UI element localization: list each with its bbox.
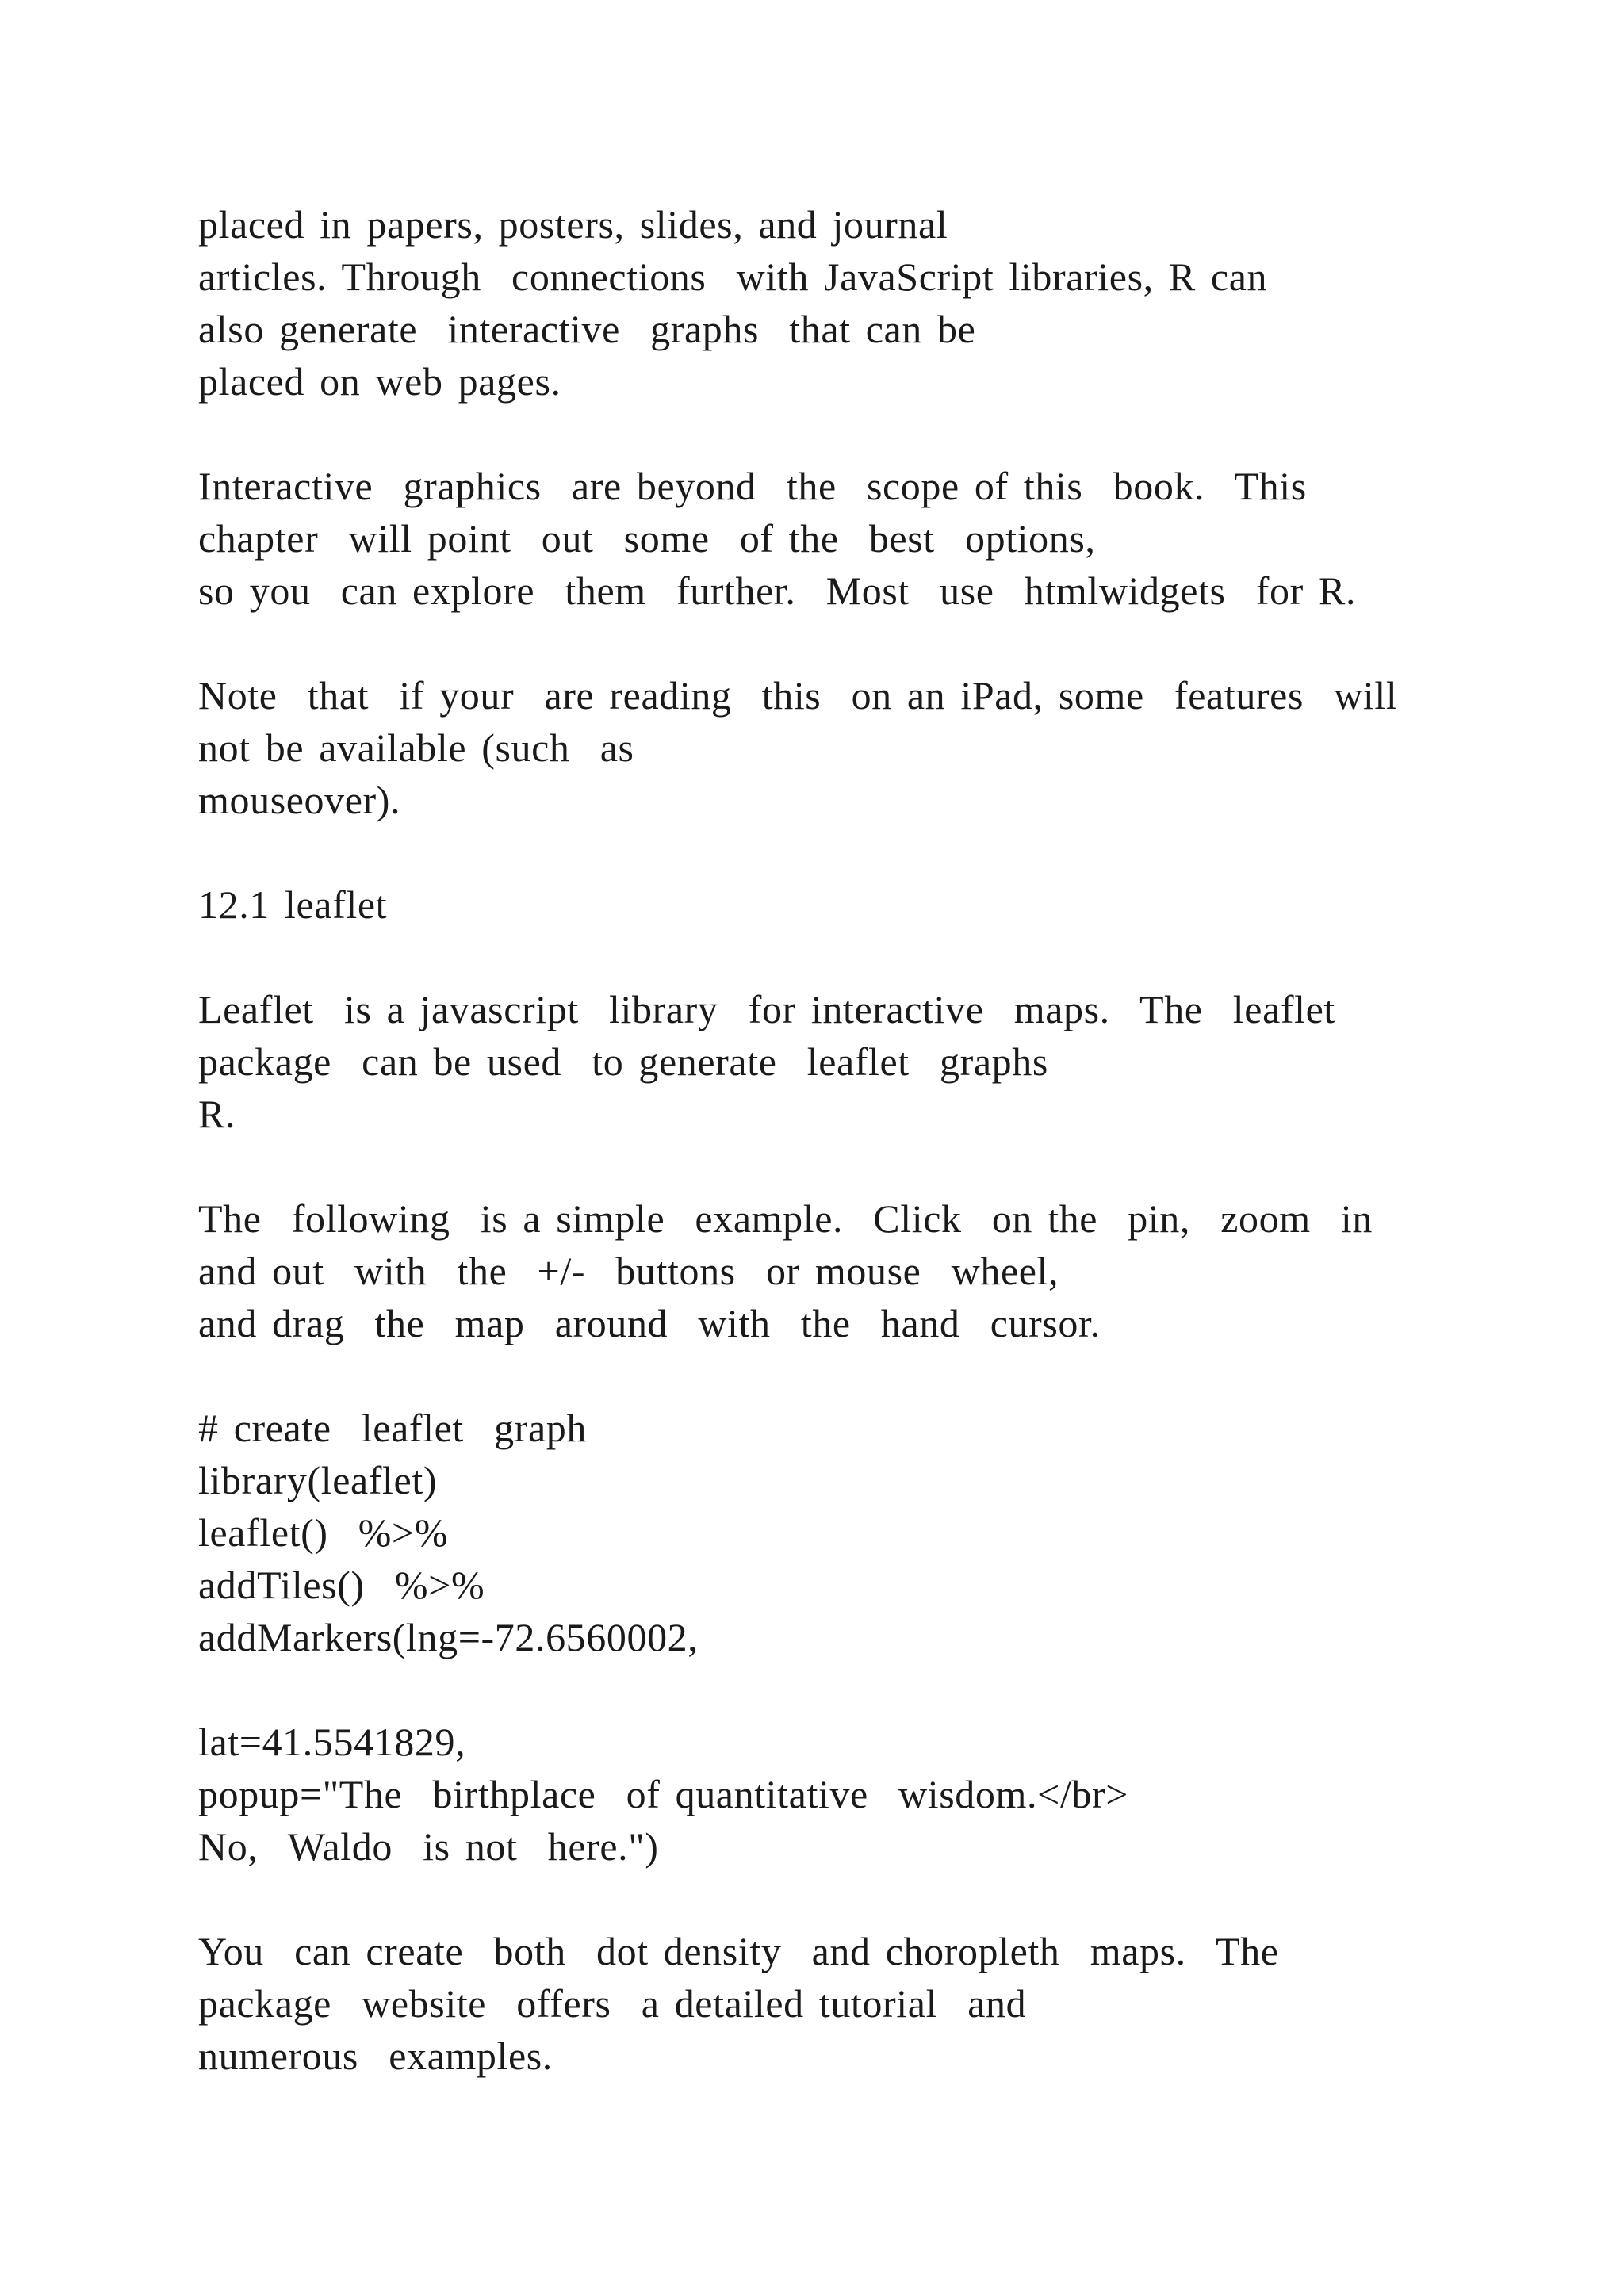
paragraph-1-line-2: articles. Through connections with JavaScript libraries, R can [198,254,1268,299]
paragraph-6-line-3: and drag the map around with the hand cursor. [198,1301,1101,1345]
paragraph-9-line-2: package website offers a detailed tutorial and [198,1981,1027,2026]
code-line-7: popup="The birthplace of quantitative wisdom.</br> [198,1772,1129,1816]
paragraph-2-line-2: chapter will point out some of the best options, [198,516,1096,561]
paragraph-9-line-1: You can create both dot density and choropleth maps. The [198,1929,1279,1973]
paragraph-2-line-1: Interactive graphics are beyond the scope of this book. This [198,464,1307,508]
paragraph-5-line-1: Leaflet is a javascript library for interactive maps. The leaflet [198,987,1335,1031]
paragraph-6-line-1: The following is a simple example. Click on the pin, zoom in [198,1196,1373,1241]
paragraph-9-line-3: numerous examples. [198,2034,553,2078]
code-line-2: library(leaflet) [198,1458,438,1502]
paragraph-5-line-3: R. [198,1092,236,1136]
paragraph-2-line-3: so you can explore them further. Most use htmlwidgets for R. [198,568,1357,613]
code-line-6: lat=41.5541829, [198,1720,466,1764]
section-heading: 12.1 leaflet [198,882,388,927]
code-line-3: leaflet() %>% [198,1510,449,1555]
paragraph-1-line-3: also generate interactive graphs that can be [198,307,976,351]
paragraph-6-line-2: and out with the +/- buttons or mouse wheel, [198,1249,1059,1293]
code-line-5: addMarkers(lng=-72.6560002, [198,1615,699,1659]
paragraph-3-line-1: Note that if your are reading this on an iPad, some features will [198,673,1398,718]
paragraph-3-line-3: mouseover). [198,778,401,822]
code-line-4: addTiles() %>% [198,1563,485,1607]
code-line-1: # create leaflet graph [198,1406,587,1450]
paragraph-3-line-2: not be available (such as [198,725,634,770]
paragraph-5-line-2: package can be used to generate leaflet graphs [198,1039,1048,1084]
paragraph-1-line-4: placed on web pages. [198,359,561,404]
paragraph-1-line-1: placed in papers, posters, slides, and journal [198,202,948,247]
code-line-8: No, Waldo is not here.") [198,1824,659,1869]
